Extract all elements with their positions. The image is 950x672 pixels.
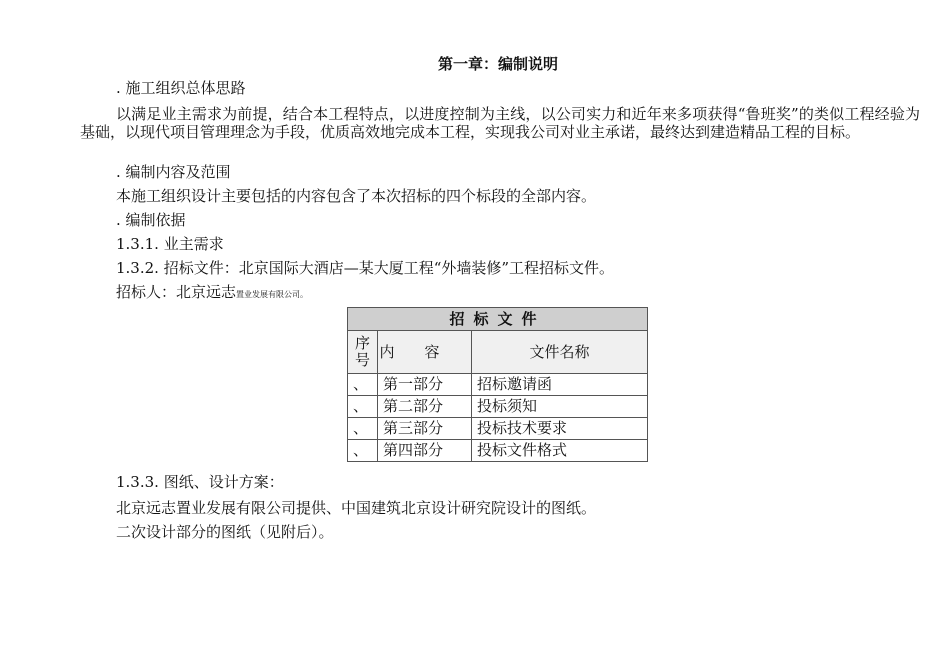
item-1-3-1: 1.3.1. 业主需求 xyxy=(116,235,224,253)
table-row xyxy=(348,396,648,418)
row-file-name: 投标文件格式 xyxy=(472,440,648,462)
row-content: 第三部分 xyxy=(378,418,472,440)
table-row xyxy=(348,440,648,462)
tenderer-line xyxy=(116,284,308,303)
header-file-name: 文件名称 xyxy=(472,331,648,374)
section-2-heading: . 编制内容及范围 xyxy=(116,163,231,181)
row-content: 第二部分 xyxy=(378,396,472,418)
row-content: 第一部分 xyxy=(378,374,472,396)
table-title-row xyxy=(348,308,648,331)
table-row xyxy=(348,418,648,440)
row-seq: 、 xyxy=(348,440,378,462)
row-file-name: 招标邀请函 xyxy=(472,374,648,396)
tender-documents-table xyxy=(347,307,648,462)
secondary-design-line: 二次设计部分的图纸（见附后）。 xyxy=(116,523,334,541)
drawings-source-line: 北京远志置业发展有限公司提供、中国建筑北京设计研究院设计的图纸。 xyxy=(116,499,597,517)
row-file-name: 投标须知 xyxy=(472,396,648,418)
tenderer-label: 招标人：北京远志 xyxy=(116,283,237,301)
item-1-3-3: 1.3.3. 图纸、设计方案： xyxy=(116,473,284,491)
section-1-body: 以满足业主需求为前提，结合本工程特点，以进度控制为主线，以公司实力和近年来多项获得“鲁班奖”的类似工程经验为基础，以现代项目管理理念为手段，优质高效地完成本工程，实现我公司对业主承诺，最终达到建造精品工程的目标。 xyxy=(80,105,920,141)
row-content: 第四部分 xyxy=(378,440,472,462)
section-2-body: 本施工组织设计主要包括的内容包含了本次招标的四个标段的全部内容。 xyxy=(116,187,597,205)
row-seq: 、 xyxy=(348,418,378,440)
table-header-row xyxy=(348,331,648,374)
item-1-3-2: 1.3.2. 招标文件：北京国际大酒店—某大厦工程“外墙装修”工程招标文件。 xyxy=(116,259,615,277)
row-seq: 、 xyxy=(348,396,378,418)
tenderer-company-suffix: 置业发展有限公司。 xyxy=(236,290,309,299)
table-row xyxy=(348,374,648,396)
header-content: 内容 xyxy=(378,331,472,374)
section-3-heading: . 编制依据 xyxy=(116,211,186,229)
row-file-name: 投标技术要求 xyxy=(472,418,648,440)
header-seq xyxy=(348,331,378,374)
table-title: 招标文件 xyxy=(348,308,648,331)
row-seq: 、 xyxy=(348,374,378,396)
chapter-title: 第一章：编制说明 xyxy=(437,55,558,73)
header-seq-char-2: 号 xyxy=(354,351,370,369)
section-1-heading: . 施工组织总体思路 xyxy=(116,79,246,97)
header-seq-char-1: 序 xyxy=(354,334,370,352)
